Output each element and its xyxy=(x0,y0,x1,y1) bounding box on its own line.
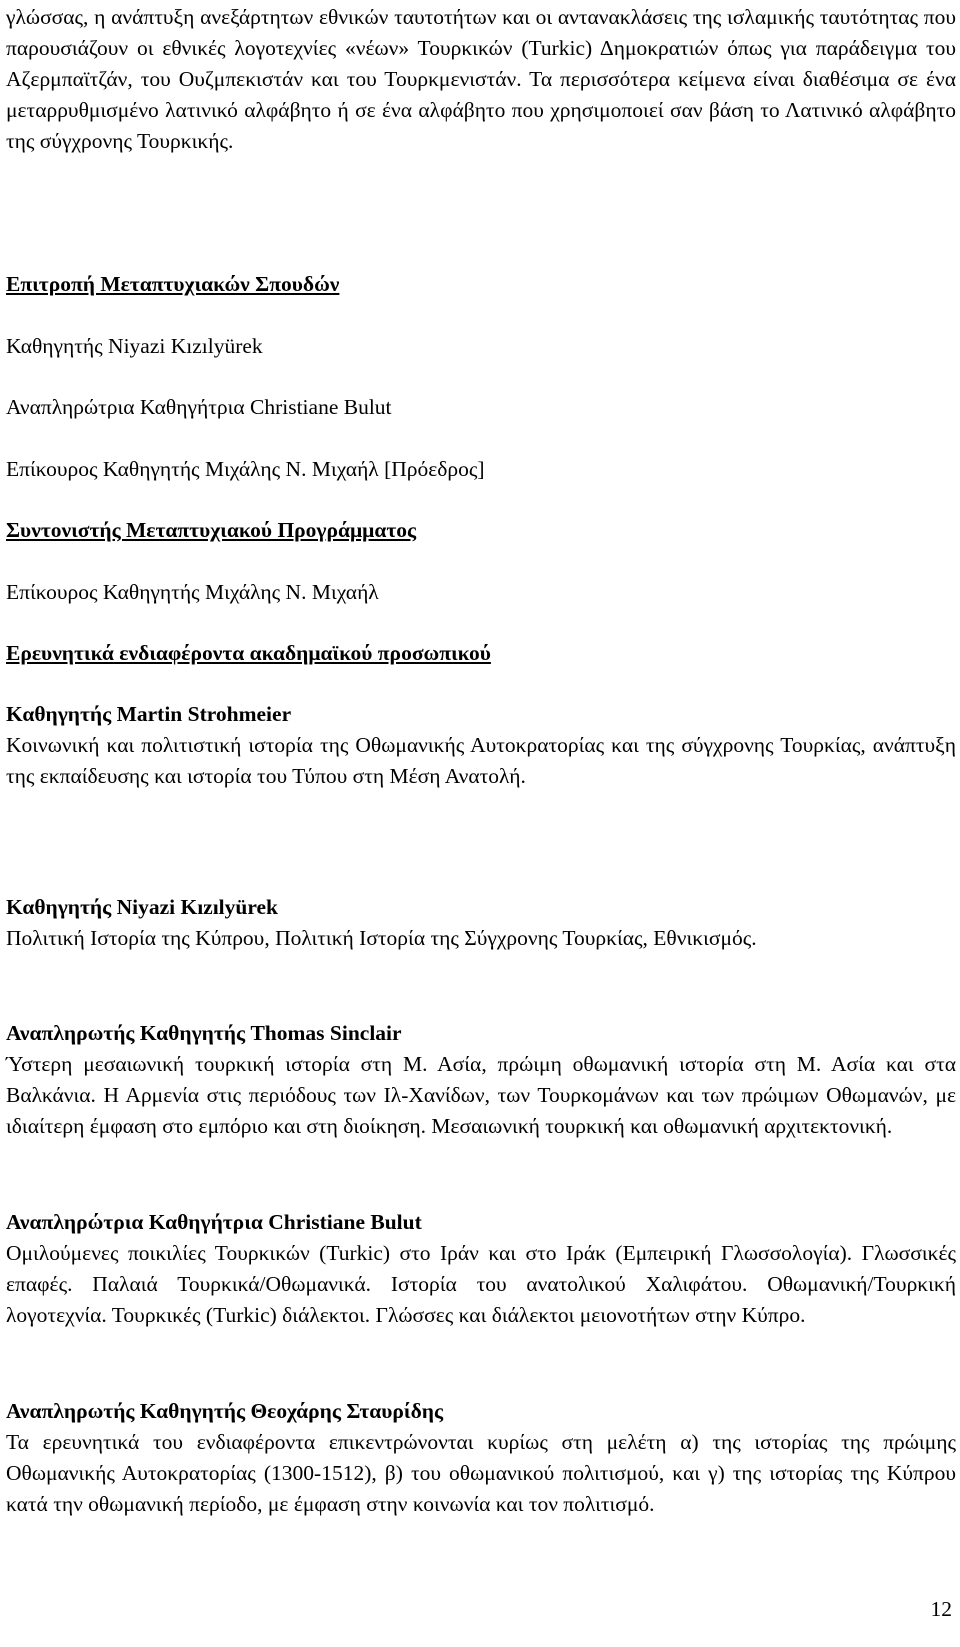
staff-research-text: Κοινωνική και πολιτιστική ιστορία της Οθωμανικής Αυτοκρατορίας και της σύγχρονης Τουρκίας, ανάπτυξη της εκπαίδευσης και ιστορία του Τύπου στη Μέση Ανατολή. xyxy=(6,733,956,788)
committee-heading: Επιτροπή Μεταπτυχιακών Σπουδών xyxy=(6,272,340,296)
staff-research-text: Ύστερη μεσαιωνική τουρκική ιστορία στη Μ. Ασία, πρώιμη οθωμανική ιστορία στη Μ. Ασία και στα Βαλκάνια. Η Αρμενία στις περιόδους των Ιλ-Χανίδων, των Τουρκομάνων και των πρώιμων Οθωμανών, με ιδιαίτερη έμφαση στο εμπόριο και στη διοίκηση. Μεσαιωνική τουρκική και οθωμανική αρχιτεκτονική. xyxy=(6,1052,956,1138)
staff-entry xyxy=(6,699,956,792)
staff-research-text: Τα ερευνητικά του ενδιαφέροντα επικεντρώνονται κυρίως στη μελέτη α) της ιστορίας της πρώιμης Οθωμανικής Αυτοκρατορίας (1300-1512), β) του οθωμανικού πολιτισμού, και γ) της ιστορίας της Κύπρου κατά την οθωμανική περίοδο, με έμφαση στην κοινωνία και τον πολιτισμό. xyxy=(6,1430,956,1516)
page-number: 12 xyxy=(930,1597,952,1621)
committee-member: Καθηγητής Niyazi Kızılyürek xyxy=(6,334,263,358)
staff-name: Αναπληρωτής Καθηγητής Θεοχάρης Σταυρίδης xyxy=(6,1399,444,1423)
staff-entry xyxy=(6,892,956,954)
coordinator-heading: Συντονιστής Μεταπτυχιακού Προγράμματος xyxy=(6,518,417,542)
intro-paragraph xyxy=(6,2,956,157)
staff-research-text: Πολιτική Ιστορία της Κύπρου, Πολιτική Ιστορία της Σύγχρονης Τουρκίας, Εθνικισμός. xyxy=(6,926,757,950)
staff-name: Καθηγητής Niyazi Kızılyürek xyxy=(6,895,279,919)
staff-name: Αναπληρώτρια Καθηγήτρια Christiane Bulut xyxy=(6,1210,422,1234)
staff-research-text: Ομιλούμενες ποικιλίες Τουρκικών (Turkic) στο Ιράν και στο Ιράκ (Εμπειρική Γλωσσολογία). Γλωσσικές επαφές. Παλαιά Τουρκικά/Οθωμανικά. Ιστορία του ανατολικού Χαλιφάτου. Οθωμανική/Τουρκική λογοτεχνία. Τουρκικές (Turkic) διάλεκτοι. Γλώσσες και διάλεκτοι μειονοτήτων στην Κύπρο. xyxy=(6,1241,956,1327)
staff-entry xyxy=(6,1018,956,1142)
staff-name: Καθηγητής Martin Strohmeier xyxy=(6,702,292,726)
staff-entry xyxy=(6,1207,956,1331)
committee-member: Αναπληρώτρια Καθηγήτρια Christiane Bulut xyxy=(6,395,392,419)
staff-name: Αναπληρωτής Καθηγητής Thomas Sinclair xyxy=(6,1021,402,1045)
intro-text: γλώσσας, η ανάπτυξη ανεξάρτητων εθνικών ταυτοτήτων και οι αντανακλάσεις της ισλαμικής ταυτότητας που παρουσιάζουν οι εθνικές λογοτεχνίες «νέων» Τουρκικών (Turkic) Δημοκρατιών όπως για παράδειγμα του Αζερμπαϊτζάν, του Ουζμπεκιστάν και του Τουρκμενιστάν. Τα περισσότερα κείμενα είναι διαθέσιμα σε ένα μεταρρυθμισμένο λατινικό αλφάβητο ή σε ένα αλφάβητο που χρησιμοποιεί σαν βάση το Λατινικό αλφάβητο της σύγχρονης Τουρκικής. xyxy=(6,5,956,153)
committee-member: Επίκουρος Καθηγητής Μιχάλης Ν. Μιχαήλ [Πρόεδρος] xyxy=(6,457,485,481)
research-heading: Ερευνητικά ενδιαφέροντα ακαδημαϊκού προσωπικού xyxy=(6,641,491,665)
coordinator-name: Επίκουρος Καθηγητής Μιχάλης Ν. Μιχαήλ xyxy=(6,580,379,604)
staff-entry xyxy=(6,1396,956,1520)
